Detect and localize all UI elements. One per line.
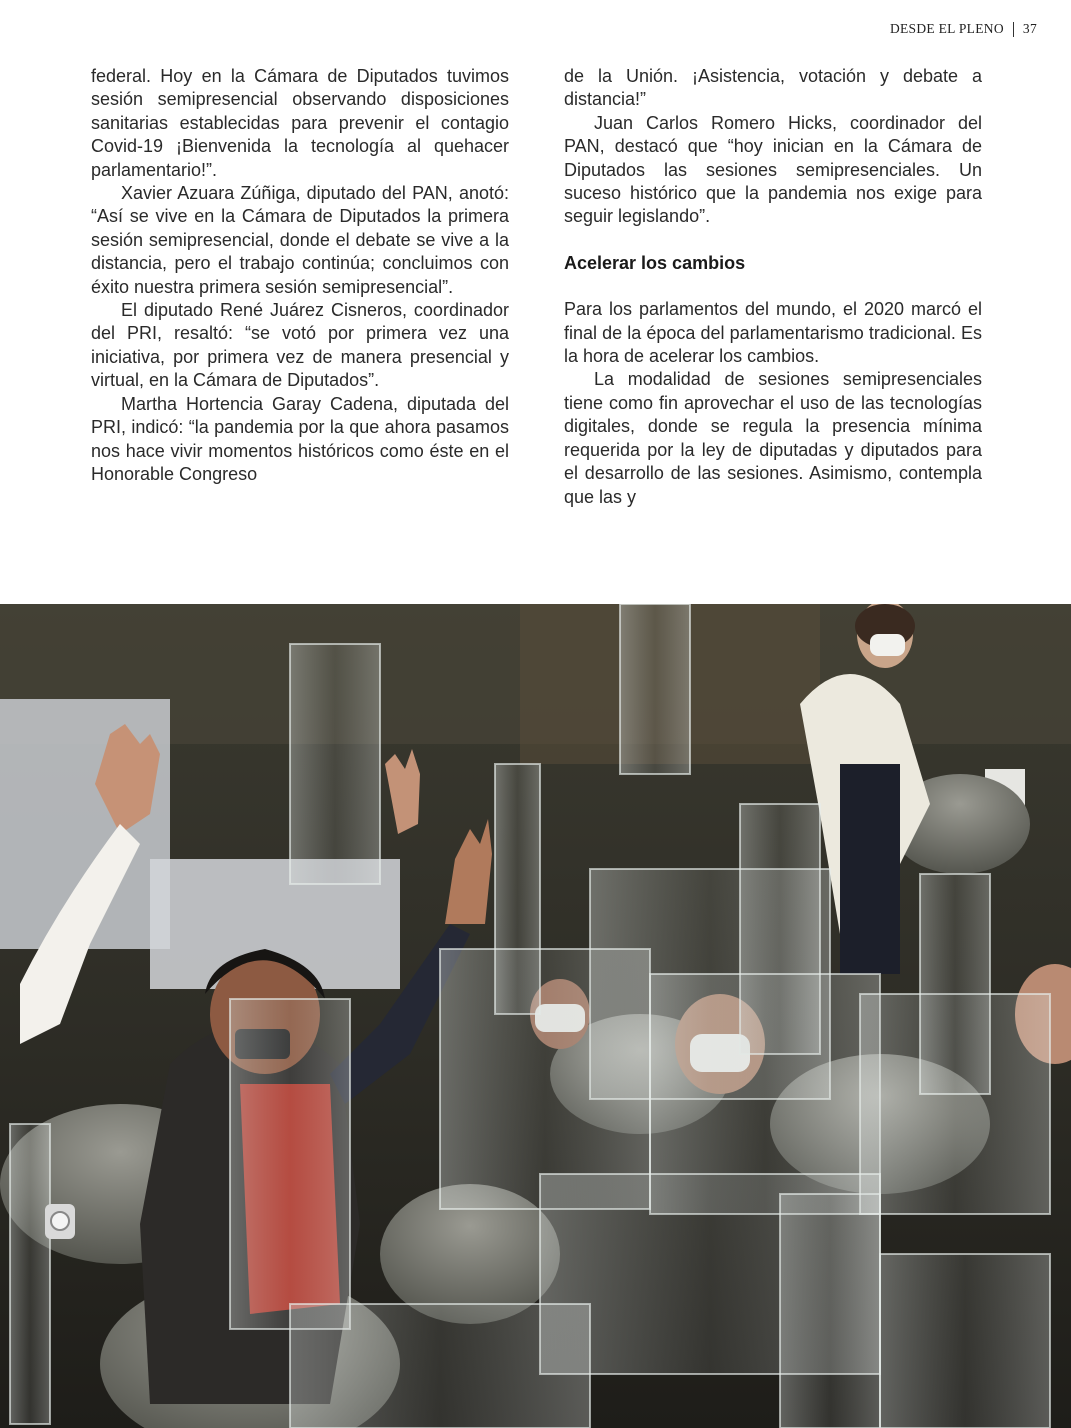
header-divider: [1013, 22, 1014, 37]
paragraph: Martha Hortencia Garay Cadena, diputada del PRI, indicó: “la pandemia por la que ahora pasamos nos hace vivir momentos históricos como éste en el Honorable Congreso: [91, 393, 509, 484]
right-text-column: [564, 65, 982, 509]
left-text-column: [91, 65, 509, 486]
section-title: DESDE EL PLENO: [889, 21, 1004, 36]
running-head: [890, 21, 1037, 37]
chamber-photo: [0, 604, 1071, 1428]
paragraph: Xavier Azuara Zúñiga, diputado del PAN, anotó: “Así se vive en la Cámara de Diputados la primera sesión semipresencial, donde el debate se vive a la distancia, pero el trabajo continúa; concluimos con éxito nuestra primera sesión semipresencial”.: [91, 183, 509, 297]
paragraph: de la Unión. ¡Asistencia, votación y debate a distancia!”: [564, 66, 982, 110]
paragraph: La modalidad de sesiones semipresenciales tiene como fin aprovechar el uso de las tecnologías digitales, donde se regula la presencia mínima requerida por la ley de diputadas y diputados para el desarrollo de las sesiones. Asimismo, contempla que las y: [564, 369, 982, 507]
paragraph: Para los parlamentos del mundo, el 2020 marcó el final de la época del parlamentarismo tradicional. Es la hora de acelerar los cambios.: [564, 299, 982, 367]
page-number: 37: [1022, 21, 1037, 36]
paragraph: Juan Carlos Romero Hicks, coordinador del PAN, destacó que “hoy inician en la Cámara de Diputados las sesiones semipresenciales. Un suceso histórico que la pandemia nos exige para seguir legislando”.: [564, 112, 982, 227]
subheading: Acelerar los cambios: [564, 252, 746, 273]
paragraph: El diputado René Juárez Cisneros, coordinador del PRI, resaltó: “se votó por primera vez una iniciativa, por primera vez de manera presencial y virtual, en la Cámara de Diputados”.: [91, 300, 509, 391]
paragraph: federal. Hoy en la Cámara de Diputados tuvimos sesión semipresencial observando disposiciones sanitarias establecidas para prevenir el contagio Covid-19 ¡Bienvenida la tecnología al quehacer parlamentario!”.: [91, 66, 509, 180]
